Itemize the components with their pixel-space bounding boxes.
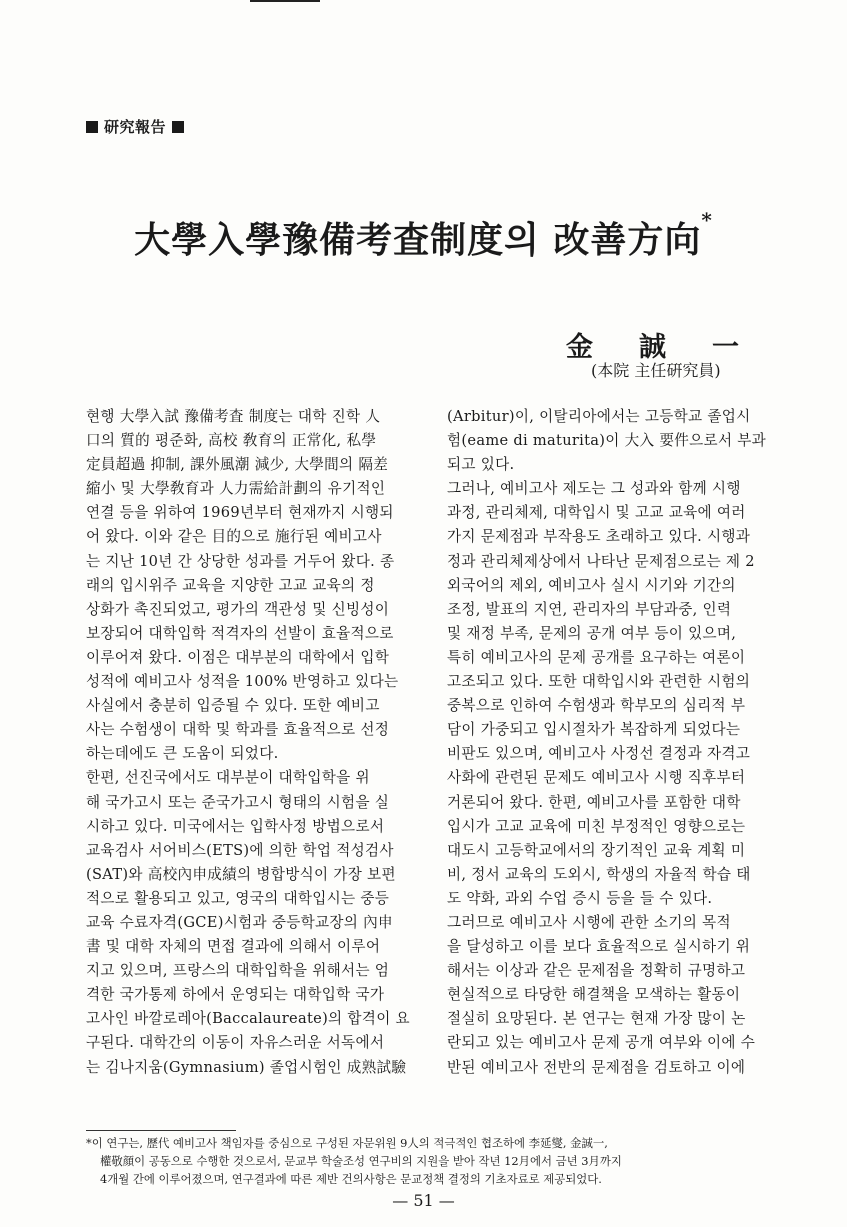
text-line: 해 국가고시 또는 준국가고시 형태의 시험을 실 <box>86 793 390 811</box>
text-line: 및 재정 부족, 문제의 공개 여부 등이 있으며, <box>447 624 737 642</box>
text-line: 현실적으로 타당한 해결책을 모색하는 활동이 <box>447 986 741 1004</box>
text-line: 담이 가중되고 입시절차가 복잡하게 되었다는 <box>447 721 741 739</box>
text-line: 가지 문제점과 부작용도 초래하고 있다. 시행과 <box>447 528 751 546</box>
text-line: 외국어의 제외, 예비고사 실시 시기와 기간의 <box>447 576 736 594</box>
section-square-icon <box>86 121 98 133</box>
text-line: 적으로 활용되고 있고, 영국의 대학입시는 중등 <box>86 889 390 907</box>
paper-title-text: 大學入學豫備考査制度의 改善方向 <box>134 219 702 261</box>
text-line: 상화가 촉진되었고, 평가의 객관성 및 신빙성이 <box>86 600 390 618</box>
left-column-text <box>86 405 432 1080</box>
footnote-line: 4개월 간에 이루어졌으며, 연구결과에 따른 제반 건의사항은 문교정책 결정의 기초자료로 제공되었다. <box>100 1172 602 1186</box>
text-line: 비, 정서 교육의 도외시, 학생의 자율적 학습 태 <box>447 865 751 883</box>
text-line: 口의 質的 평준화, 高校 敎育의 正常化, 私學 <box>86 432 377 450</box>
text-line: 는 지난 10년 간 상당한 성과를 거두어 왔다. 종 <box>86 552 395 570</box>
text-line: 절실히 요망된다. 본 연구는 현재 가장 많이 논 <box>447 1010 746 1028</box>
text-line: 그러나, 예비고사 제도는 그 성과와 함께 시행 <box>447 480 741 498</box>
footnote-rule <box>86 1130 236 1131</box>
text-line: 현행 大學入試 豫備考査 制度는 대학 진학 人 <box>86 408 381 425</box>
text-line: 을 달성하고 이를 보다 효율적으로 실시하기 위 <box>447 938 751 956</box>
text-line: 란되고 있는 예비고사 문제 공개 여부와 이에 수 <box>447 1034 756 1052</box>
text-line: 특히 예비고사의 문제 공개를 요구하는 여론이 <box>447 648 746 666</box>
text-line: 과정, 관리체제, 대학입시 및 고교 교육에 여러 <box>447 504 746 522</box>
author-affiliation: (本院 主任硏究員) <box>591 361 721 380</box>
text-line: 도 약화, 과외 수업 증시 등을 들 수 있다. <box>447 889 713 907</box>
section-square-icon <box>172 121 184 133</box>
footnote-line: *이 연구는, 歷代 예비고사 책임자를 중심으로 구성된 자문위원 9人의 적극적인 협조하에 李延燮, 金誠一, <box>86 1136 608 1150</box>
text-line: 書 및 대학 자체의 면접 결과에 의해서 이루어 <box>86 938 381 956</box>
text-line: 고조되고 있다. 또한 대학입시와 관련한 시험의 <box>447 673 751 691</box>
top-rule <box>250 0 320 2</box>
text-line: 하는데에도 큰 도움이 되었다. <box>86 745 279 763</box>
text-line: 사화에 관련된 문제도 예비고사 시행 직후부터 <box>447 769 746 787</box>
right-column-text <box>447 405 793 1080</box>
author-name: 金誠一 <box>566 332 785 363</box>
text-line: (SAT)와 高校內申成績의 병합방식이 가장 보편 <box>86 865 396 883</box>
footnote-line: 權敬顔이 공동으로 수행한 것으로서, 문교부 학술조성 연구비의 지원을 받아 작년 12月에서 금년 3月까지 <box>100 1154 622 1168</box>
text-line: 한편, 선진국에서도 대부분이 대학입학을 위 <box>86 769 370 787</box>
text-line: 縮小 및 大學敎育과 人力需給計劃의 유기적인 <box>86 480 386 498</box>
text-line: 사실에서 충분히 입증될 수 있다. 또한 예비고 <box>86 697 380 715</box>
text-line: 비판도 있으며, 예비고사 사정선 결정과 자격고 <box>447 745 751 763</box>
text-line: 험(eame di maturita)이 大入 要件으로서 부과 <box>447 432 767 450</box>
text-line: 사는 수험생이 대학 및 학과를 효율적으로 선정 <box>86 721 390 739</box>
text-line: 정과 관리체제상에서 나타난 문제점으로는 제 2 <box>447 552 755 570</box>
text-line: 그러므로 예비고사 시행에 관한 소기의 목적 <box>447 913 731 931</box>
text-line: 보장되어 대학입학 적격자의 선발이 효율적으로 <box>86 624 394 642</box>
text-line: 교육검사 서어비스(ETS)에 의한 학업 적성검사 <box>86 841 394 859</box>
text-line: 대도시 고등학교에서의 장기적인 교육 계획 미 <box>447 841 746 859</box>
page-number: — 51 — <box>392 1191 455 1210</box>
text-line: 이루어져 왔다. 이점은 대부분의 대학에서 입학 <box>86 648 390 666</box>
text-line: 定員超過 抑制, 課外風潮 減少, 大學間의 隔差 <box>86 456 389 474</box>
text-line: 되고 있다. <box>447 456 515 474</box>
footnote <box>86 1134 786 1188</box>
left-column <box>86 405 432 1080</box>
text-line: 지고 있으며, 프랑스의 대학입학을 위해서는 엄 <box>86 962 390 980</box>
text-line: (Arbitur)이, 이탈리아에서는 고등학교 졸업시 <box>447 408 751 425</box>
text-line: 중복으로 인하여 수험생과 학부모의 심리적 부 <box>447 697 746 715</box>
text-line: 는 김나지움(Gymnasium) 졸업시험인 成熟試驗 <box>86 1058 407 1076</box>
text-line: 해서는 이상과 같은 문제점을 정확히 규명하고 <box>447 962 746 980</box>
text-line: 연결 등을 위하여 1969년부터 현재까지 시행되 <box>86 504 394 522</box>
title-footnote-marker: * <box>701 208 713 232</box>
text-line: 교육 수료자격(GCE)시험과 중등학교장의 內申 <box>86 913 393 931</box>
paper-title <box>0 208 847 263</box>
text-line: 반된 예비고사 전반의 문제점을 검토하고 이에 <box>447 1058 746 1076</box>
text-line: 거론되어 왔다. 한편, 예비고사를 포함한 대학 <box>447 793 741 811</box>
text-line: 고사인 바깔로레아(Baccalaureate)의 합격이 요 <box>86 1010 410 1028</box>
text-line: 성적에 예비고사 성적을 100% 반영하고 있다는 <box>86 673 399 691</box>
right-column <box>447 405 793 1080</box>
text-line: 입시가 고교 교육에 미친 부정적인 영향으로는 <box>447 817 746 835</box>
text-line: 시하고 있다. 미국에서는 입학사정 방법으로서 <box>86 817 385 835</box>
text-line: 래의 입시위주 교육을 지양한 고교 교육의 정 <box>86 576 375 594</box>
text-line: 구된다. 대학간의 이동이 자유스러운 서독에서 <box>86 1034 385 1052</box>
text-line: 격한 국가통제 하에서 운영되는 대학입학 국가 <box>86 986 385 1004</box>
text-line: 조정, 발표의 지연, 관리자의 부담과중, 인력 <box>447 600 732 618</box>
section-tag <box>86 116 184 137</box>
text-line: 어 왔다. 이와 같은 目的으로 施行된 예비고사 <box>86 528 382 546</box>
section-tag-label: 研究報告 <box>104 118 167 136</box>
